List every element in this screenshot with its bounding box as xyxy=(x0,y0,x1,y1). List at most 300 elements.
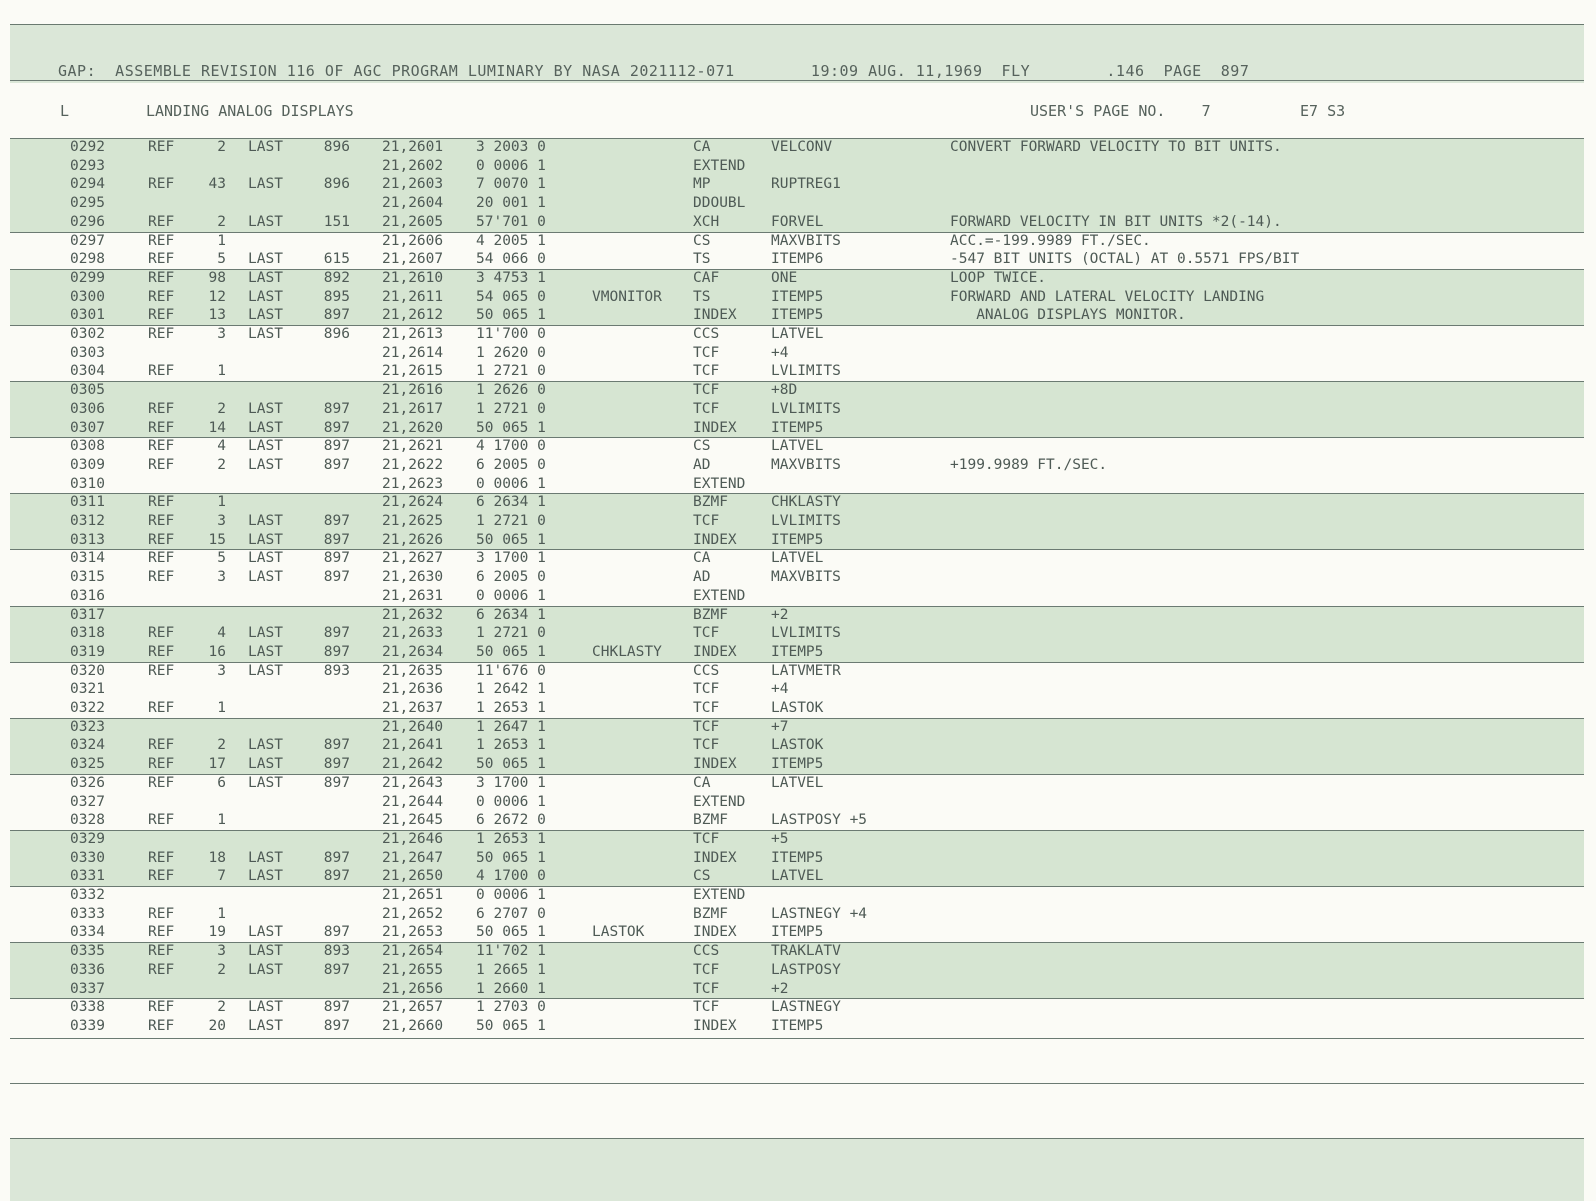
row-op: INDEX xyxy=(693,307,737,324)
row-ref: REF xyxy=(148,700,175,716)
row-op: INDEX xyxy=(693,1017,737,1034)
listing-row xyxy=(10,531,1584,550)
row-operand: LATVMETR xyxy=(771,662,841,679)
row-ref: REF xyxy=(148,924,175,941)
row-line: 0296 xyxy=(70,213,105,230)
listing-row xyxy=(10,381,1584,400)
listing-row xyxy=(10,568,1584,587)
row-refn: 1 xyxy=(217,232,226,249)
row-line: 0327 xyxy=(70,793,105,810)
row-refn: 43 xyxy=(208,176,226,193)
row-refn: 18 xyxy=(208,849,226,866)
row-last: LAST xyxy=(248,961,283,978)
row-addr: 21,2613 xyxy=(382,326,444,342)
row-code: 1 2620 0 xyxy=(476,344,546,361)
row-code: 1 2626 0 xyxy=(476,382,546,399)
row-op: EXTEND xyxy=(693,793,746,810)
row-refn: 17 xyxy=(208,756,226,773)
row-operand: LASTNEGY xyxy=(771,999,841,1016)
row-addr: 21,2624 xyxy=(382,494,444,511)
row-addr: 21,2633 xyxy=(382,625,444,642)
listing-row xyxy=(10,493,1584,512)
listing-row xyxy=(10,175,1584,194)
row-refn: 3 xyxy=(217,662,226,679)
row-addr: 21,2655 xyxy=(382,961,444,978)
row-addr: 21,2627 xyxy=(382,550,444,567)
row-code: 50 065 1 xyxy=(476,1017,546,1034)
row-operand: LATVEL xyxy=(771,774,824,791)
row-code: 1 2721 0 xyxy=(476,400,546,417)
row-code: 6 2005 0 xyxy=(476,456,546,473)
row-code: 50 065 1 xyxy=(476,531,546,548)
row-code: 4 2005 1 xyxy=(476,232,546,249)
row-op: TCF xyxy=(693,718,720,735)
row-op: CA xyxy=(693,550,711,567)
row-refn: 2 xyxy=(217,999,226,1016)
row-lastn: 896 xyxy=(323,326,350,342)
row-refn: 1 xyxy=(217,905,226,922)
row-ref: REF xyxy=(148,812,175,829)
listing-row xyxy=(10,419,1584,438)
listing-row xyxy=(10,362,1584,381)
row-ref: REF xyxy=(148,550,175,567)
row-addr: 21,2642 xyxy=(382,756,444,773)
listing-row xyxy=(10,138,1584,157)
row-refn: 14 xyxy=(208,419,226,436)
row-line: 0305 xyxy=(70,382,105,399)
row-op: CS xyxy=(693,232,711,249)
listing-row xyxy=(10,269,1584,288)
row-refn: 1 xyxy=(217,700,226,716)
row-ref: REF xyxy=(148,307,175,324)
row-op: TS xyxy=(693,288,711,305)
listing-sheet xyxy=(10,24,1584,1104)
row-line: 0307 xyxy=(70,419,105,436)
row-last: LAST xyxy=(248,569,283,586)
row-addr: 21,2616 xyxy=(382,382,444,399)
row-last: LAST xyxy=(248,868,283,885)
row-refn: 15 xyxy=(208,531,226,548)
row-op: CS xyxy=(693,868,711,885)
row-operand: ITEMP5 xyxy=(771,531,824,548)
row-lastn: 897 xyxy=(323,999,350,1016)
row-line: 0334 xyxy=(70,924,105,941)
listing-row xyxy=(10,194,1584,213)
row-addr: 21,2641 xyxy=(382,737,444,754)
row-ref: REF xyxy=(148,139,175,155)
users-page-number: USER'S PAGE NO. 7 xyxy=(1030,102,1211,120)
row-operand: ITEMP5 xyxy=(771,1017,824,1034)
row-last: LAST xyxy=(248,400,283,417)
row-refn: 3 xyxy=(217,943,226,960)
row-lastn: 897 xyxy=(323,569,350,586)
listing-row xyxy=(10,680,1584,699)
row-op: TCF xyxy=(693,961,720,978)
row-code: 1 2653 1 xyxy=(476,700,546,716)
row-addr: 21,2657 xyxy=(382,999,444,1016)
row-label: LASTOK xyxy=(592,924,645,941)
row-operand: MAXVBITS xyxy=(771,232,841,249)
row-operand: LATVEL xyxy=(771,326,824,342)
row-lastn: 892 xyxy=(323,269,350,286)
listing-row xyxy=(10,699,1584,718)
row-code: 11'702 1 xyxy=(476,943,546,960)
row-last: LAST xyxy=(248,213,283,230)
row-ref: REF xyxy=(148,774,175,791)
row-line: 0302 xyxy=(70,326,105,342)
row-line: 0324 xyxy=(70,737,105,754)
row-code: 1 2721 0 xyxy=(476,363,546,380)
row-addr: 21,2656 xyxy=(382,980,444,997)
row-addr: 21,2603 xyxy=(382,176,444,193)
row-addr: 21,2645 xyxy=(382,812,444,829)
row-op: TCF xyxy=(693,830,720,847)
row-last: LAST xyxy=(248,662,283,679)
row-line: 0330 xyxy=(70,849,105,866)
row-line: 0297 xyxy=(70,232,105,249)
listing-row xyxy=(10,344,1584,363)
row-operand: +2 xyxy=(771,606,789,623)
listing-row xyxy=(10,867,1584,886)
row-addr: 21,2602 xyxy=(382,157,444,174)
row-addr: 21,2636 xyxy=(382,681,444,698)
row-op: CCS xyxy=(693,662,720,679)
row-last: LAST xyxy=(248,288,283,305)
row-refn: 1 xyxy=(217,812,226,829)
row-op: BZMF xyxy=(693,494,728,511)
listing-row xyxy=(10,606,1584,625)
row-op: CA xyxy=(693,774,711,791)
listing-row xyxy=(10,624,1584,643)
listing-row xyxy=(10,793,1584,812)
row-line: 0336 xyxy=(70,961,105,978)
row-code: 7 0070 1 xyxy=(476,176,546,193)
row-line: 0314 xyxy=(70,550,105,567)
row-op: INDEX xyxy=(693,643,737,660)
row-refn: 1 xyxy=(217,494,226,511)
row-ref: REF xyxy=(148,531,175,548)
row-lastn: 897 xyxy=(323,550,350,567)
row-lastn: 897 xyxy=(323,924,350,941)
row-operand: TRAKLATV xyxy=(771,943,841,960)
row-code: 1 2665 1 xyxy=(476,961,546,978)
row-op: AD xyxy=(693,569,711,586)
row-line: 0328 xyxy=(70,812,105,829)
row-ref: REF xyxy=(148,999,175,1016)
row-lastn: 897 xyxy=(323,737,350,754)
row-code: 50 065 1 xyxy=(476,849,546,866)
row-operand: LASTOK xyxy=(771,737,824,754)
row-operand: LASTOK xyxy=(771,700,824,716)
row-line: 0316 xyxy=(70,587,105,604)
row-operand: ITEMP5 xyxy=(771,924,824,941)
row-operand: LASTPOSY xyxy=(771,961,841,978)
row-op: CCS xyxy=(693,326,720,342)
row-code: 50 065 1 xyxy=(476,924,546,941)
row-last: LAST xyxy=(248,756,283,773)
row-refn: 4 xyxy=(217,438,226,455)
row-last: LAST xyxy=(248,625,283,642)
row-code: 3 2003 0 xyxy=(476,139,546,155)
row-operand: +7 xyxy=(771,718,789,735)
row-last: LAST xyxy=(248,139,283,155)
row-addr: 21,2653 xyxy=(382,924,444,941)
row-lastn: 151 xyxy=(323,213,350,230)
row-operand: CHKLASTY xyxy=(771,494,841,511)
row-line: 0315 xyxy=(70,569,105,586)
row-addr: 21,2651 xyxy=(382,887,444,903)
row-line: 0295 xyxy=(70,195,105,212)
row-code: 11'676 0 xyxy=(476,662,546,679)
row-operand: +4 xyxy=(771,681,789,698)
listing-row xyxy=(10,811,1584,830)
row-line: 0321 xyxy=(70,681,105,698)
row-line: 0332 xyxy=(70,887,105,903)
row-operand: ONE xyxy=(771,269,798,286)
row-line: 0312 xyxy=(70,513,105,529)
row-addr: 21,2643 xyxy=(382,774,444,791)
row-operand: +5 xyxy=(771,830,789,847)
row-addr: 21,2610 xyxy=(382,269,444,286)
row-operand: LVLIMITS xyxy=(771,625,841,642)
row-code: 57'701 0 xyxy=(476,213,546,230)
row-ref: REF xyxy=(148,363,175,380)
row-line: 0325 xyxy=(70,756,105,773)
row-op: EXTEND xyxy=(693,157,746,174)
row-last: LAST xyxy=(248,251,283,268)
row-refn: 2 xyxy=(217,213,226,230)
row-comment: FORWARD VELOCITY IN BIT UNITS *2(-14). xyxy=(950,213,1282,230)
row-op: CCS xyxy=(693,943,720,960)
row-addr: 21,2606 xyxy=(382,232,444,249)
row-addr: 21,2605 xyxy=(382,213,444,230)
row-op: CAF xyxy=(693,269,720,286)
row-lastn: 897 xyxy=(323,774,350,791)
row-op: MP xyxy=(693,176,711,193)
row-op: INDEX xyxy=(693,419,737,436)
row-code: 1 2721 0 xyxy=(476,513,546,529)
row-code: 3 1700 1 xyxy=(476,550,546,567)
row-operand: ITEMP5 xyxy=(771,643,824,660)
listing-row xyxy=(10,400,1584,419)
row-lastn: 897 xyxy=(323,513,350,529)
row-ref: REF xyxy=(148,569,175,586)
row-lastn: 897 xyxy=(323,531,350,548)
row-refn: 4 xyxy=(217,625,226,642)
row-code: 6 2634 1 xyxy=(476,494,546,511)
row-addr: 21,2614 xyxy=(382,344,444,361)
listing-row xyxy=(10,643,1584,662)
row-addr: 21,2631 xyxy=(382,587,444,604)
row-op: TCF xyxy=(693,513,720,529)
row-addr: 21,2644 xyxy=(382,793,444,810)
listing-row xyxy=(10,774,1584,793)
row-code: 6 2707 0 xyxy=(476,905,546,922)
row-last: LAST xyxy=(248,774,283,791)
row-line: 0304 xyxy=(70,363,105,380)
row-line: 0294 xyxy=(70,176,105,193)
row-code: 54 066 0 xyxy=(476,251,546,268)
row-code: 1 2660 1 xyxy=(476,980,546,997)
row-ref: REF xyxy=(148,176,175,193)
row-addr: 21,2650 xyxy=(382,868,444,885)
row-code: 1 2647 1 xyxy=(476,718,546,735)
row-comment: -547 BIT UNITS (OCTAL) AT 0.5571 FPS/BIT xyxy=(950,251,1300,268)
row-addr: 21,2623 xyxy=(382,475,444,492)
page-header: GAP: ASSEMBLE REVISION 116 OF AGC PROGRAM LUMINARY BY NASA 2021112-071 19:09 AUG. 11,1969 FLY .146 PAGE 897 xyxy=(58,62,1250,80)
row-line: 0306 xyxy=(70,400,105,417)
row-code: 1 2642 1 xyxy=(476,681,546,698)
row-operand: VELCONV xyxy=(771,139,833,155)
row-line: 0292 xyxy=(70,139,105,155)
listing-row xyxy=(10,232,1584,251)
row-op: TCF xyxy=(693,400,720,417)
listing-row xyxy=(10,250,1584,269)
row-ref: REF xyxy=(148,737,175,754)
row-operand: ITEMP5 xyxy=(771,849,824,866)
listing-row xyxy=(10,980,1584,999)
row-line: 0301 xyxy=(70,307,105,324)
row-line: 0333 xyxy=(70,905,105,922)
row-last: LAST xyxy=(248,737,283,754)
row-addr: 21,2601 xyxy=(382,139,444,155)
row-refn: 20 xyxy=(208,1017,226,1034)
row-addr: 21,2634 xyxy=(382,643,444,660)
row-addr: 21,2635 xyxy=(382,662,444,679)
row-lastn: 615 xyxy=(323,251,350,268)
row-op: INDEX xyxy=(693,924,737,941)
row-op: EXTEND xyxy=(693,475,746,492)
row-lastn: 897 xyxy=(323,643,350,660)
row-lastn: 897 xyxy=(323,419,350,436)
row-op: CS xyxy=(693,438,711,455)
row-comment: LOOP TWICE. xyxy=(950,269,1047,286)
row-refn: 1 xyxy=(217,363,226,380)
row-code: 4 1700 0 xyxy=(476,438,546,455)
row-op: TS xyxy=(693,251,711,268)
row-op: CA xyxy=(693,139,711,155)
listing-row xyxy=(10,157,1584,176)
row-code: 0 0006 1 xyxy=(476,475,546,492)
row-code: 0 0006 1 xyxy=(476,793,546,810)
row-addr: 21,2612 xyxy=(382,307,444,324)
row-line: 0326 xyxy=(70,774,105,791)
row-addr: 21,2640 xyxy=(382,718,444,735)
row-lastn: 897 xyxy=(323,307,350,324)
row-last: LAST xyxy=(248,513,283,529)
listing-row xyxy=(10,755,1584,774)
row-comment: CONVERT FORWARD VELOCITY TO BIT UNITS. xyxy=(950,139,1282,155)
row-refn: 19 xyxy=(208,924,226,941)
row-operand: ITEMP6 xyxy=(771,251,824,268)
row-code: 6 2634 1 xyxy=(476,606,546,623)
row-last: LAST xyxy=(248,456,283,473)
row-operand: ITEMP5 xyxy=(771,756,824,773)
row-refn: 3 xyxy=(217,513,226,529)
listing-row xyxy=(10,942,1584,961)
row-code: 20 001 1 xyxy=(476,195,546,212)
listing-row xyxy=(10,437,1584,456)
row-addr: 21,2647 xyxy=(382,849,444,866)
row-ref: REF xyxy=(148,868,175,885)
row-op: TCF xyxy=(693,980,720,997)
row-comment: FORWARD AND LATERAL VELOCITY LANDING xyxy=(950,288,1265,305)
row-code: 6 2005 0 xyxy=(476,569,546,586)
row-code: 0 0006 1 xyxy=(476,157,546,174)
listing-row xyxy=(10,456,1584,475)
row-operand: LATVEL xyxy=(771,868,824,885)
row-operand: +2 xyxy=(771,980,789,997)
row-ref: REF xyxy=(148,326,175,342)
row-last: LAST xyxy=(248,550,283,567)
listing-row xyxy=(10,288,1584,307)
row-addr: 21,2621 xyxy=(382,438,444,455)
row-code: 3 1700 1 xyxy=(476,774,546,791)
listing-row xyxy=(10,998,1584,1017)
row-lastn: 897 xyxy=(323,756,350,773)
row-refn: 2 xyxy=(217,737,226,754)
row-refn: 16 xyxy=(208,643,226,660)
listing-row xyxy=(10,549,1584,568)
row-refn: 2 xyxy=(217,456,226,473)
row-op: TCF xyxy=(693,625,720,642)
row-addr: 21,2617 xyxy=(382,400,444,417)
listing-row xyxy=(10,587,1584,606)
row-line: 0311 xyxy=(70,494,105,511)
row-lastn: 896 xyxy=(323,176,350,193)
row-ref: REF xyxy=(148,961,175,978)
row-op: BZMF xyxy=(693,812,728,829)
row-last: LAST xyxy=(248,326,283,342)
row-code: 50 065 1 xyxy=(476,419,546,436)
row-ref: REF xyxy=(148,849,175,866)
row-op: INDEX xyxy=(693,531,737,548)
row-last: LAST xyxy=(248,924,283,941)
row-ref: REF xyxy=(148,905,175,922)
row-ref: REF xyxy=(148,400,175,417)
row-label: VMONITOR xyxy=(592,288,662,305)
listing-row xyxy=(10,961,1584,980)
row-operand: +4 xyxy=(771,344,789,361)
row-line: 0329 xyxy=(70,830,105,847)
row-comment: ANALOG DISPLAYS MONITOR. xyxy=(950,307,1186,324)
row-operand: LASTPOSY +5 xyxy=(771,812,868,829)
row-ref: REF xyxy=(148,269,175,286)
row-refn: 7 xyxy=(217,868,226,885)
row-code: 11'700 0 xyxy=(476,326,546,342)
row-operand: LATVEL xyxy=(771,438,824,455)
row-op: TCF xyxy=(693,999,720,1016)
row-lastn: 897 xyxy=(323,625,350,642)
row-line: 0337 xyxy=(70,980,105,997)
row-lastn: 897 xyxy=(323,868,350,885)
row-op: TCF xyxy=(693,382,720,399)
row-operand: ITEMP5 xyxy=(771,288,824,305)
row-operand: MAXVBITS xyxy=(771,456,841,473)
row-ref: REF xyxy=(148,494,175,511)
listing-end-rule xyxy=(10,1083,1584,1084)
listing-row xyxy=(10,718,1584,737)
row-code: 1 2721 0 xyxy=(476,625,546,642)
row-ref: REF xyxy=(148,213,175,230)
row-operand: ITEMP5 xyxy=(771,419,824,436)
row-addr: 21,2630 xyxy=(382,569,444,586)
row-comment: ACC.=-199.9989 FT./SEC. xyxy=(950,232,1151,249)
row-op: TCF xyxy=(693,363,720,380)
row-comment: +199.9989 FT./SEC. xyxy=(950,456,1108,473)
row-op: TCF xyxy=(693,737,720,754)
row-refn: 5 xyxy=(217,251,226,268)
